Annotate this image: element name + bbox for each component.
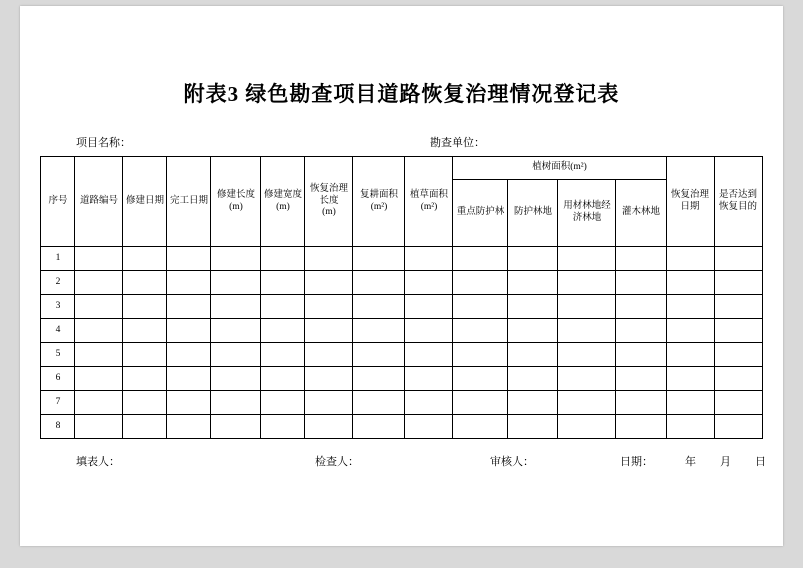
cell-finish-date[interactable] [167, 367, 211, 391]
table-row [41, 319, 762, 343]
cell-restore-length[interactable] [305, 391, 353, 415]
cell-build-length[interactable] [211, 295, 261, 319]
cell-build-length[interactable] [211, 367, 261, 391]
header-build-width-unit: (m) [276, 201, 290, 212]
header-finish-date: 完工日期 [167, 157, 211, 247]
cell-build-date[interactable] [123, 415, 167, 439]
cell-seq: 3 [41, 295, 75, 319]
header-restore-length-main: 恢复治理长度 [309, 183, 348, 206]
cell-timber-economic-forest[interactable] [558, 295, 616, 319]
day-label: 日 [755, 456, 766, 468]
cell-build-width[interactable] [261, 319, 305, 343]
cell-shelter-forest[interactable] [508, 367, 558, 391]
cell-restore-length[interactable] [305, 343, 353, 367]
cell-finish-date[interactable] [167, 319, 211, 343]
cell-timber-economic-forest[interactable] [558, 367, 616, 391]
cell-shelter-forest[interactable] [508, 271, 558, 295]
cell-build-width[interactable] [261, 295, 305, 319]
header-build-length-main: 修建长度 [216, 189, 255, 200]
cell-build-width[interactable] [261, 415, 305, 439]
table-row [41, 247, 762, 271]
header-shrub-forest: 灌木林地 [616, 180, 666, 247]
cell-build-length[interactable] [211, 319, 261, 343]
cell-finish-date[interactable] [167, 271, 211, 295]
header-build-length-unit: (m) [229, 201, 243, 212]
year-label: 年 [685, 456, 696, 468]
date-label: 日期： [620, 456, 653, 468]
table-row [41, 343, 762, 367]
cell-build-length[interactable] [211, 343, 261, 367]
cell-timber-economic-forest[interactable] [558, 247, 616, 271]
cell-road-code[interactable] [75, 391, 123, 415]
cell-tree-area[interactable] [353, 415, 405, 439]
table-row [41, 391, 762, 415]
header-restore-date: 恢复治理日期 [666, 157, 714, 247]
cell-key-shelter-forest[interactable] [453, 367, 508, 391]
header-achieved-goal: 是否达到恢复目的 [714, 157, 762, 247]
table-row [41, 295, 762, 319]
cell-shrub-forest[interactable] [616, 367, 666, 391]
page-title: 附表3 绿色勘查项目道路恢复治理情况登记表 [183, 82, 620, 106]
cell-road-code[interactable] [75, 415, 123, 439]
cell-build-date[interactable] [123, 343, 167, 367]
cell-finish-date[interactable] [167, 391, 211, 415]
cell-timber-economic-forest[interactable] [558, 391, 616, 415]
cell-build-date[interactable] [123, 247, 167, 271]
cell-seq: 8 [41, 415, 75, 439]
cell-shelter-forest[interactable] [508, 247, 558, 271]
cell-achieved-goal[interactable] [714, 415, 762, 439]
cell-achieved-goal[interactable] [714, 271, 762, 295]
cell-restore-length[interactable] [305, 271, 353, 295]
cell-key-shelter-forest[interactable] [453, 271, 508, 295]
cell-build-width[interactable] [261, 247, 305, 271]
cell-seq: 4 [41, 319, 75, 343]
cell-seq: 5 [41, 343, 75, 367]
cell-finish-date[interactable] [167, 415, 211, 439]
header-grass-area-unit: (m²) [420, 201, 438, 212]
reviewer-label: 审核人： [490, 456, 534, 468]
road-restoration-table [40, 156, 762, 439]
cell-road-code[interactable] [75, 319, 123, 343]
header-tree-area-main: 复耕面积 [359, 189, 398, 200]
cell-build-width[interactable] [261, 367, 305, 391]
header-grass-area [405, 157, 453, 247]
cell-shelter-forest[interactable] [508, 295, 558, 319]
header-shelter-forest: 防护林地 [508, 180, 558, 247]
cell-restore-date[interactable] [666, 391, 714, 415]
cell-tree-area[interactable] [353, 247, 405, 271]
cell-build-date[interactable] [123, 271, 167, 295]
checker-label: 检查人： [315, 456, 359, 468]
cell-finish-date[interactable] [167, 247, 211, 271]
cell-restore-length[interactable] [305, 247, 353, 271]
cell-key-shelter-forest[interactable] [453, 391, 508, 415]
cell-restore-date[interactable] [666, 367, 714, 391]
project-name-label: 项目名称： [76, 137, 131, 149]
cell-shrub-forest[interactable] [616, 343, 666, 367]
header-restore-length [305, 157, 353, 247]
cell-tree-area[interactable] [353, 319, 405, 343]
cell-grass-area[interactable] [405, 271, 453, 295]
cell-restore-date[interactable] [666, 247, 714, 271]
cell-achieved-goal[interactable] [714, 391, 762, 415]
header-build-date: 修建日期 [123, 157, 167, 247]
table-row [41, 415, 762, 439]
cell-restore-length[interactable] [305, 319, 353, 343]
cell-build-length[interactable] [211, 415, 261, 439]
cell-grass-area[interactable] [405, 415, 453, 439]
filler-label: 填表人： [76, 456, 120, 468]
table-row [41, 271, 762, 295]
table-row [41, 367, 762, 391]
header-build-width-main: 修建宽度 [263, 189, 302, 200]
cell-key-shelter-forest[interactable] [453, 319, 508, 343]
cell-shelter-forest[interactable] [508, 343, 558, 367]
cell-key-shelter-forest[interactable] [453, 295, 508, 319]
header-tree-area [353, 157, 405, 247]
header-build-length [211, 157, 261, 247]
cell-grass-area[interactable] [405, 391, 453, 415]
cell-build-length[interactable] [211, 271, 261, 295]
cell-build-date[interactable] [123, 391, 167, 415]
cell-build-date[interactable] [123, 367, 167, 391]
cell-seq: 6 [41, 367, 75, 391]
cell-achieved-goal[interactable] [714, 367, 762, 391]
cell-achieved-goal[interactable] [714, 319, 762, 343]
cell-road-code[interactable] [75, 247, 123, 271]
cell-seq: 1 [41, 247, 75, 271]
header-planting-area-group: 植树面积(m²) [453, 157, 666, 180]
cell-grass-area[interactable] [405, 367, 453, 391]
meta-row [60, 134, 743, 150]
cell-build-length[interactable] [211, 247, 261, 271]
cell-timber-economic-forest[interactable] [558, 343, 616, 367]
cell-shrub-forest[interactable] [616, 247, 666, 271]
cell-road-code[interactable] [75, 343, 123, 367]
cell-key-shelter-forest[interactable] [453, 343, 508, 367]
cell-restore-date[interactable] [666, 343, 714, 367]
cell-build-width[interactable] [261, 343, 305, 367]
header-grass-area-main: 植草面积 [409, 189, 448, 200]
cell-road-code[interactable] [75, 295, 123, 319]
cell-tree-area[interactable] [353, 343, 405, 367]
cell-grass-area[interactable] [405, 295, 453, 319]
cell-build-width[interactable] [261, 391, 305, 415]
cell-tree-area[interactable] [353, 271, 405, 295]
cell-restore-date[interactable] [666, 271, 714, 295]
cell-grass-area[interactable] [405, 319, 453, 343]
cell-timber-economic-forest[interactable] [558, 319, 616, 343]
cell-seq: 7 [41, 391, 75, 415]
cell-timber-economic-forest[interactable] [558, 415, 616, 439]
cell-key-shelter-forest[interactable] [453, 247, 508, 271]
cell-shrub-forest[interactable] [616, 319, 666, 343]
header-tree-area-unit: (m²) [370, 201, 388, 212]
cell-shelter-forest[interactable] [508, 391, 558, 415]
cell-build-length[interactable] [211, 391, 261, 415]
cell-restore-length[interactable] [305, 367, 353, 391]
cell-tree-area[interactable] [353, 391, 405, 415]
cell-restore-date[interactable] [666, 415, 714, 439]
document-page [20, 6, 783, 546]
cell-key-shelter-forest[interactable] [453, 415, 508, 439]
month-label: 月 [720, 456, 731, 468]
cell-shrub-forest[interactable] [616, 295, 666, 319]
cell-build-date[interactable] [123, 295, 167, 319]
cell-build-width[interactable] [261, 271, 305, 295]
cell-achieved-goal[interactable] [714, 247, 762, 271]
header-timber-economic-forest: 用材林地经济林地 [558, 180, 616, 247]
header-road-code: 道路编号 [75, 157, 123, 247]
cell-build-date[interactable] [123, 319, 167, 343]
cell-shelter-forest[interactable] [508, 319, 558, 343]
cell-shrub-forest[interactable] [616, 391, 666, 415]
table-header-row-1 [41, 157, 762, 180]
cell-restore-length[interactable] [305, 295, 353, 319]
cell-shrub-forest[interactable] [616, 271, 666, 295]
cell-timber-economic-forest[interactable] [558, 271, 616, 295]
cell-finish-date[interactable] [167, 295, 211, 319]
cell-restore-length[interactable] [305, 415, 353, 439]
survey-unit-label: 勘查单位： [430, 137, 485, 149]
cell-tree-area[interactable] [353, 295, 405, 319]
header-key-shelter-forest: 重点防护林 [453, 180, 508, 247]
cell-achieved-goal[interactable] [714, 295, 762, 319]
cell-shrub-forest[interactable] [616, 415, 666, 439]
header-restore-length-unit: (m) [322, 207, 336, 218]
cell-grass-area[interactable] [405, 247, 453, 271]
cell-road-code[interactable] [75, 271, 123, 295]
cell-restore-date[interactable] [666, 295, 714, 319]
cell-restore-date[interactable] [666, 319, 714, 343]
header-seq: 序号 [41, 157, 75, 247]
cell-road-code[interactable] [75, 367, 123, 391]
cell-achieved-goal[interactable] [714, 343, 762, 367]
cell-shelter-forest[interactable] [508, 415, 558, 439]
signature-row [60, 453, 766, 471]
header-build-width [261, 157, 305, 247]
cell-grass-area[interactable] [405, 343, 453, 367]
cell-finish-date[interactable] [167, 343, 211, 367]
cell-tree-area[interactable] [353, 367, 405, 391]
cell-seq: 2 [41, 271, 75, 295]
